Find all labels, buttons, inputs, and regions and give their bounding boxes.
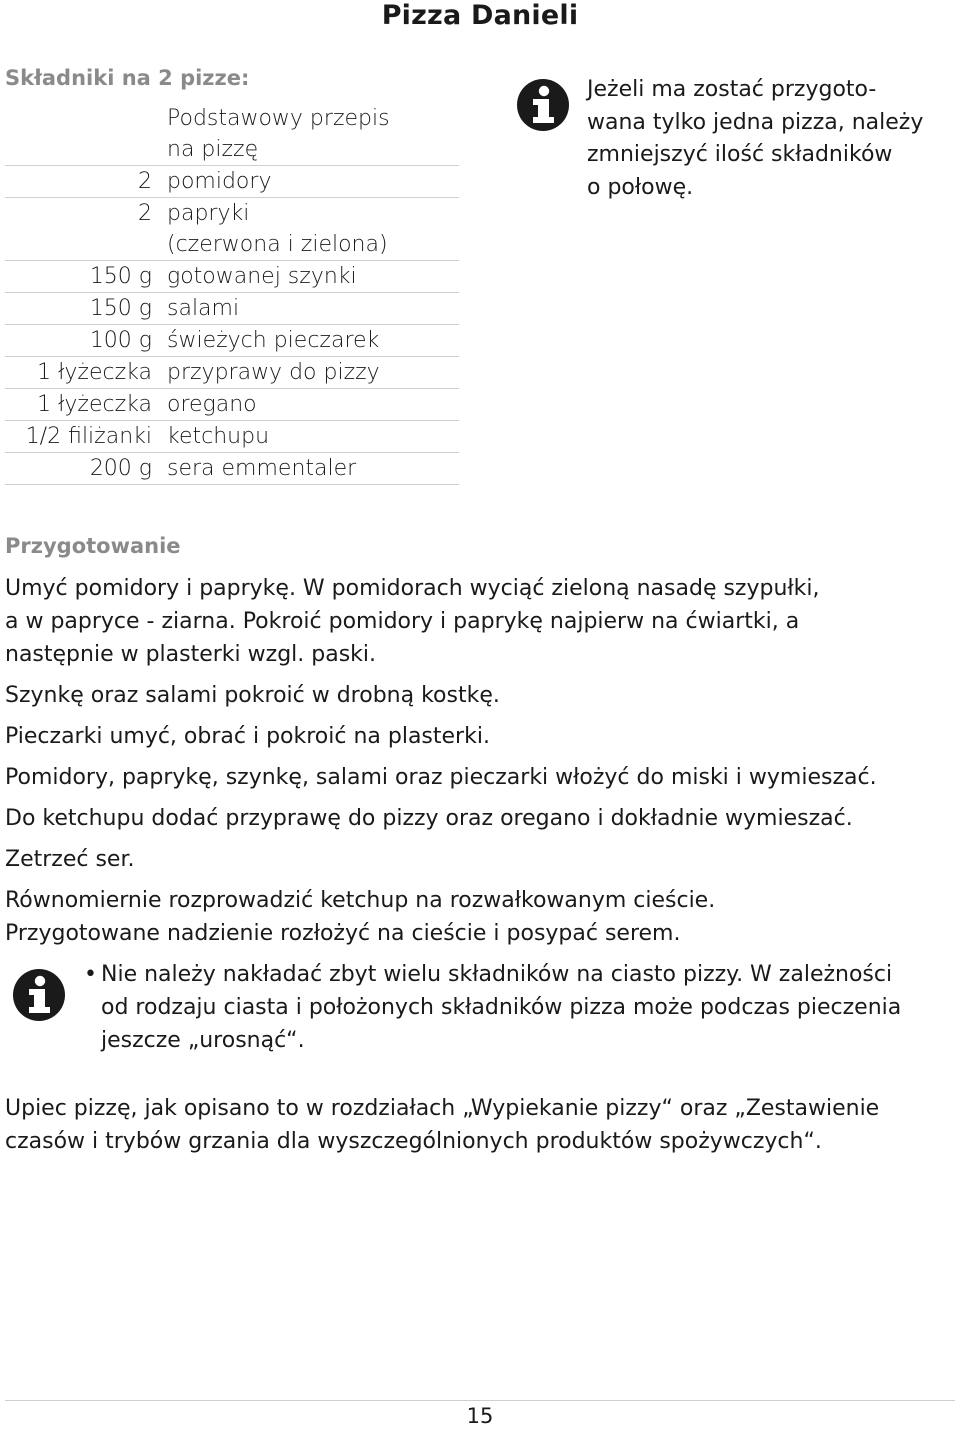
bullet-marker: • [84, 962, 97, 987]
ingredients-heading: Składniki na 2 pizze: [5, 66, 250, 90]
ingredient-row [5, 198, 459, 261]
preparation-step: Równomiernie rozprowadzić ketchup na rozwałkowanym cieście. Przygotowane nadzienie rozłożyć na cieście i posypać serem. [5, 888, 716, 946]
ingredient-name: gotowanej szynki [167, 264, 357, 289]
ingredient-name: papryki (czerwona i zielona) [167, 201, 388, 257]
ingredient-row [5, 261, 459, 293]
info-icon [516, 78, 570, 132]
ingredient-quantity: 150 g [89, 264, 152, 289]
ingredient-quantity: 1 łyżeczka [37, 392, 152, 417]
ingredient-quantity: 1/2 filiżanki [25, 424, 152, 449]
preparation-heading: Przygotowanie [5, 534, 181, 558]
ingredient-name: Podstawowy przepis na pizzę [167, 106, 390, 162]
ingredient-quantity: 200 g [89, 456, 152, 481]
preparation-steps [5, 572, 957, 950]
footer-divider [5, 1400, 955, 1401]
preparation-step: Do ketchupu dodać przyprawę do pizzy oraz oregano i dokładnie wymieszać. [5, 806, 853, 831]
ingredient-quantity: 100 g [89, 328, 152, 353]
page-title: Pizza Danieli [381, 0, 579, 31]
ingredient-name: oregano [167, 392, 257, 417]
ingredient-row [5, 389, 459, 421]
ingredient-row [5, 453, 459, 485]
preparation-step: Umyć pomidory i paprykę. W pomidorach wyciąć zieloną nasadę szypułki, a w papryce - ziarna. Pokroić pomidory i paprykę najpierw na ćwiartki, a następnie w plasterki wzgl. paski. [5, 576, 820, 667]
ingredient-row [5, 357, 459, 389]
info-note: Jeżeli ma zostać przygoto- wana tylko jedna pizza, należy zmniejszyć ilość składników o połowę. [587, 77, 924, 200]
ingredient-name: sera emmentaler [167, 456, 357, 481]
baking-instruction: Upiec pizzę, jak opisano to w rozdziałach „Wypiekanie pizzy“ oraz „Zestawienie czasów i trybów grzania dla wyszczególnionych produktów spożywczych“. [5, 1096, 880, 1154]
preparation-step: Pieczarki umyć, obrać i pokroić na plasterki. [5, 724, 490, 749]
ingredient-row [5, 325, 459, 357]
preparation-step: Pomidory, paprykę, szynkę, salami oraz pieczarki włożyć do miski i wymieszać. [5, 765, 877, 790]
ingredient-quantity: 2 [138, 201, 152, 226]
ingredient-quantity: 150 g [89, 296, 152, 321]
ingredient-quantity [5, 103, 152, 165]
ingredient-row [5, 103, 459, 166]
preparation-step: Zetrzeć ser. [5, 847, 135, 872]
info-icon [12, 968, 66, 1022]
page-number: 15 [466, 1404, 494, 1428]
ingredient-name: przyprawy do pizzy [167, 360, 380, 385]
ingredient-name: salami [167, 296, 240, 321]
ingredient-row [5, 293, 459, 325]
ingredient-name: pomidory [167, 169, 272, 194]
ingredient-quantity: 2 [138, 169, 152, 194]
ingredient-row [5, 166, 459, 198]
ingredients-table [5, 103, 459, 485]
tip-note [84, 958, 954, 1057]
ingredient-name: ketchupu [167, 424, 270, 449]
preparation-step: Szynkę oraz salami pokroić w drobną kostkę. [5, 683, 500, 708]
ingredient-row [5, 421, 459, 453]
ingredient-name: świeżych pieczarek [167, 328, 380, 353]
ingredient-quantity: 1 łyżeczka [37, 360, 152, 385]
tip-text: Nie należy nakładać zbyt wielu składników na ciasto pizzy. W zależności od rodzaju ciasta i położonych składników pizza może podczas pieczenia jeszcze „urosnąć“. [101, 962, 902, 1053]
